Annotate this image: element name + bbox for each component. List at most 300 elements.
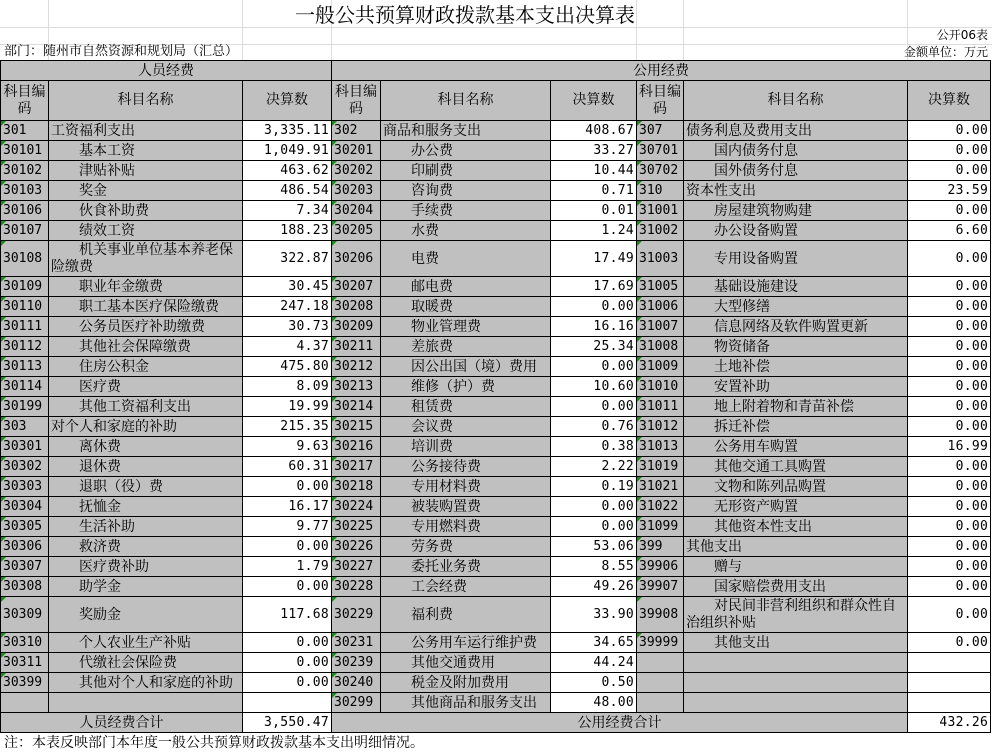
public-subject-name[interactable] xyxy=(684,673,908,693)
public-amount[interactable]: 0.00 xyxy=(908,201,991,221)
public-subject-name[interactable]: 信息网络及软件购置更新 xyxy=(684,317,908,337)
public-subject-name[interactable]: 基础设施建设 xyxy=(684,277,908,297)
personnel-subject-name[interactable]: 退职（役）费 xyxy=(49,477,243,497)
public-amount[interactable]: 0.00 xyxy=(551,357,637,377)
personnel-subject-code[interactable]: 30306 xyxy=(1,537,49,557)
public-subject-name[interactable]: 赠与 xyxy=(684,557,908,577)
unit-label: 金额单位：万元 xyxy=(903,45,988,59)
public-subject-name[interactable]: 国内债务付息 xyxy=(684,141,908,161)
public-subject-name[interactable]: 国家赔偿费用支出 xyxy=(684,577,908,597)
public-subject-name[interactable]: 其他交通费用 xyxy=(381,653,551,673)
public-subject-name[interactable]: 取暖费 xyxy=(381,297,551,317)
public-amount[interactable]: 0.19 xyxy=(551,477,637,497)
table-row xyxy=(1,141,991,161)
group-header-personnel: 人员经费 xyxy=(1,61,332,81)
public-amount[interactable]: 0.00 xyxy=(908,517,991,537)
public-amount[interactable]: 0.00 xyxy=(908,397,991,417)
personnel-subject-code[interactable]: 30303 xyxy=(1,477,49,497)
public-amount[interactable]: 0.76 xyxy=(551,417,637,437)
personnel-subject-code[interactable]: 30305 xyxy=(1,517,49,537)
public-subject-name[interactable]: 租赁费 xyxy=(381,397,551,417)
public-subject-name[interactable]: 电费 xyxy=(381,241,551,277)
personnel-subject-code[interactable]: 30308 xyxy=(1,577,49,597)
table-row xyxy=(1,517,991,537)
personnel-amount[interactable]: 247.18 xyxy=(243,297,332,317)
personnel-subject-code[interactable]: 30110 xyxy=(1,297,49,317)
public-subject-name[interactable]: 会议费 xyxy=(381,417,551,437)
public-subject-code[interactable]: 39908 xyxy=(637,597,684,633)
personnel-amount[interactable]: 60.31 xyxy=(243,457,332,477)
public-subject-code[interactable]: 31008 xyxy=(637,337,684,357)
public-subject-code[interactable]: 31011 xyxy=(637,397,684,417)
public-subject-name[interactable]: 其他商品和服务支出 xyxy=(381,693,551,713)
public-subject-code[interactable]: 30207 xyxy=(332,277,381,297)
public-subject-code[interactable]: 30228 xyxy=(332,577,381,597)
public-amount[interactable]: 0.00 xyxy=(551,297,637,317)
public-total-value: 432.26 xyxy=(908,713,991,733)
public-subject-name[interactable]: 房屋建筑物购建 xyxy=(684,201,908,221)
personnel-amount[interactable]: 0.00 xyxy=(243,653,332,673)
public-subject-name[interactable]: 公务用车购置 xyxy=(684,437,908,457)
public-amount[interactable]: 0.00 xyxy=(908,317,991,337)
public-subject-name[interactable]: 拆迁补偿 xyxy=(684,417,908,437)
public-amount[interactable] xyxy=(908,673,991,693)
col-header-code: 科目编码 xyxy=(637,81,684,121)
public-subject-code[interactable]: 30214 xyxy=(332,397,381,417)
public-subject-code[interactable]: 31012 xyxy=(637,417,684,437)
public-subject-name[interactable]: 咨询费 xyxy=(381,181,551,201)
personnel-subject-name[interactable]: 生活补助 xyxy=(49,517,243,537)
public-amount[interactable]: 16.99 xyxy=(908,437,991,457)
public-subject-name[interactable]: 维修（护）费 xyxy=(381,377,551,397)
public-subject-code[interactable]: 30218 xyxy=(332,477,381,497)
public-subject-name[interactable]: 专用燃料费 xyxy=(381,517,551,537)
personnel-subject-name[interactable]: 离休费 xyxy=(49,437,243,457)
table-id: 公开06表 xyxy=(936,28,988,42)
public-amount[interactable]: 0.00 xyxy=(908,457,991,477)
personnel-amount[interactable]: 4.37 xyxy=(243,337,332,357)
personnel-amount[interactable]: 9.63 xyxy=(243,437,332,457)
personnel-subject-code[interactable]: 30109 xyxy=(1,277,49,297)
personnel-subject-name[interactable]: 退休费 xyxy=(49,457,243,477)
department-label: 部门：随州市自然资源和规划局（汇总） xyxy=(4,44,239,59)
public-subject-code[interactable]: 30239 xyxy=(332,653,381,673)
public-subject-code[interactable]: 31013 xyxy=(637,437,684,457)
col-header-amount: 决算数 xyxy=(243,81,332,121)
personnel-subject-code[interactable]: 30311 xyxy=(1,653,49,673)
public-amount[interactable]: 0.00 xyxy=(908,141,991,161)
public-subject-name[interactable]: 物业管理费 xyxy=(381,317,551,337)
personnel-subject-name[interactable]: 其他工资福利支出 xyxy=(49,397,243,417)
public-amount[interactable]: 53.06 xyxy=(551,537,637,557)
public-amount[interactable]: 0.00 xyxy=(551,517,637,537)
public-subject-code[interactable]: 30229 xyxy=(332,597,381,633)
table-row xyxy=(1,377,991,397)
public-amount[interactable]: 2.22 xyxy=(551,457,637,477)
personnel-subject-code[interactable]: 30106 xyxy=(1,201,49,221)
public-subject-code[interactable]: 30208 xyxy=(332,297,381,317)
public-amount[interactable]: 0.00 xyxy=(908,577,991,597)
public-subject-code[interactable]: 31005 xyxy=(637,277,684,297)
personnel-total-value: 3,550.47 xyxy=(243,713,332,733)
personnel-amount[interactable] xyxy=(243,693,332,713)
table-row xyxy=(1,437,991,457)
public-subject-name[interactable]: 资本性支出 xyxy=(684,181,908,201)
public-subject-code[interactable]: 30231 xyxy=(332,633,381,653)
personnel-subject-code[interactable]: 30113 xyxy=(1,357,49,377)
public-subject-name[interactable]: 安置补助 xyxy=(684,377,908,397)
public-amount[interactable]: 23.59 xyxy=(908,181,991,201)
public-subject-name[interactable]: 差旅费 xyxy=(381,337,551,357)
public-amount[interactable]: 10.44 xyxy=(551,161,637,181)
public-subject-code[interactable]: 31002 xyxy=(637,221,684,241)
personnel-subject-name[interactable]: 公务员医疗补助缴费 xyxy=(49,317,243,337)
personnel-subject-name[interactable]: 津贴补贴 xyxy=(49,161,243,181)
group-header-public: 公用经费 xyxy=(332,61,991,81)
public-subject-code[interactable] xyxy=(637,653,684,673)
public-subject-name[interactable]: 其他支出 xyxy=(684,537,908,557)
public-subject-name[interactable]: 水费 xyxy=(381,221,551,241)
col-header-amount: 决算数 xyxy=(551,81,637,121)
public-subject-code[interactable]: 30299 xyxy=(332,693,381,713)
personnel-amount[interactable]: 475.80 xyxy=(243,357,332,377)
public-subject-name[interactable]: 土地补偿 xyxy=(684,357,908,377)
public-subject-code[interactable] xyxy=(637,693,684,713)
personnel-subject-name[interactable]: 奖金 xyxy=(49,181,243,201)
public-amount[interactable]: 0.38 xyxy=(551,437,637,457)
public-amount[interactable] xyxy=(908,693,991,713)
public-subject-code[interactable]: 399 xyxy=(637,537,684,557)
public-amount[interactable]: 33.27 xyxy=(551,141,637,161)
table-row xyxy=(1,181,991,201)
public-subject-name[interactable]: 商品和服务支出 xyxy=(381,121,551,141)
public-amount[interactable]: 49.26 xyxy=(551,577,637,597)
personnel-amount[interactable]: 3,335.11 xyxy=(243,121,332,141)
table-row xyxy=(1,597,991,633)
public-subject-code[interactable]: 39907 xyxy=(637,577,684,597)
public-amount[interactable]: 16.16 xyxy=(551,317,637,337)
personnel-subject-code[interactable]: 303 xyxy=(1,417,49,437)
personnel-amount[interactable]: 0.00 xyxy=(243,673,332,693)
personnel-subject-code[interactable]: 30199 xyxy=(1,397,49,417)
public-subject-code[interactable]: 310 xyxy=(637,181,684,201)
public-subject-name[interactable]: 税金及附加费用 xyxy=(381,673,551,693)
personnel-subject-code[interactable]: 30103 xyxy=(1,181,49,201)
personnel-subject-name[interactable]: 职工基本医疗保险缴费 xyxy=(49,297,243,317)
personnel-subject-code[interactable] xyxy=(1,693,49,713)
table-row xyxy=(1,417,991,437)
personnel-subject-code[interactable]: 30108 xyxy=(1,241,49,277)
public-amount[interactable]: 0.00 xyxy=(908,357,991,377)
public-subject-code[interactable]: 31006 xyxy=(637,297,684,317)
public-amount[interactable]: 17.69 xyxy=(551,277,637,297)
public-subject-code[interactable] xyxy=(637,673,684,693)
public-amount[interactable]: 10.60 xyxy=(551,377,637,397)
public-subject-code[interactable]: 31007 xyxy=(637,317,684,337)
public-subject-name[interactable]: 无形资产购置 xyxy=(684,497,908,517)
public-amount[interactable]: 0.71 xyxy=(551,181,637,201)
personnel-amount[interactable]: 1,049.91 xyxy=(243,141,332,161)
personnel-subject-name[interactable] xyxy=(49,693,243,713)
personnel-amount[interactable]: 30.73 xyxy=(243,317,332,337)
public-subject-name[interactable]: 办公设备购置 xyxy=(684,221,908,241)
public-amount[interactable]: 0.00 xyxy=(551,497,637,517)
public-amount[interactable]: 0.50 xyxy=(551,673,637,693)
table-row xyxy=(1,557,991,577)
public-amount[interactable]: 0.00 xyxy=(908,337,991,357)
col-header-code: 科目编码 xyxy=(1,81,49,121)
personnel-amount[interactable]: 1.79 xyxy=(243,557,332,577)
public-subject-name[interactable]: 公务用车运行维护费 xyxy=(381,633,551,653)
public-subject-code[interactable]: 30227 xyxy=(332,557,381,577)
public-subject-name[interactable]: 物资储备 xyxy=(684,337,908,357)
table-row xyxy=(1,161,991,181)
table-row xyxy=(1,317,991,337)
public-subject-code[interactable]: 307 xyxy=(637,121,684,141)
personnel-subject-code[interactable]: 30112 xyxy=(1,337,49,357)
personnel-subject-name[interactable]: 救济费 xyxy=(49,537,243,557)
personnel-subject-name[interactable]: 机关事业单位基本养老保险缴费 xyxy=(49,241,243,277)
public-subject-name[interactable]: 印刷费 xyxy=(381,161,551,181)
public-subject-code[interactable]: 31022 xyxy=(637,497,684,517)
public-subject-code[interactable]: 39999 xyxy=(637,633,684,653)
public-subject-code[interactable]: 30213 xyxy=(332,377,381,397)
public-amount[interactable]: 0.00 xyxy=(908,633,991,653)
table-row xyxy=(1,357,991,377)
public-subject-name[interactable]: 公务接待费 xyxy=(381,457,551,477)
public-subject-name[interactable]: 被装购置费 xyxy=(381,497,551,517)
personnel-subject-code[interactable]: 30111 xyxy=(1,317,49,337)
table-row xyxy=(1,477,991,497)
public-amount[interactable]: 0.00 xyxy=(908,537,991,557)
public-subject-name[interactable]: 大型修缮 xyxy=(684,297,908,317)
personnel-subject-code[interactable]: 30399 xyxy=(1,673,49,693)
public-subject-code[interactable]: 31003 xyxy=(637,241,684,277)
public-subject-code[interactable]: 31021 xyxy=(637,477,684,497)
personnel-amount[interactable]: 0.00 xyxy=(243,477,332,497)
personnel-subject-name[interactable]: 个人农业生产补贴 xyxy=(49,633,243,653)
personnel-subject-code[interactable]: 30302 xyxy=(1,457,49,477)
personnel-subject-name[interactable]: 伙食补助费 xyxy=(49,201,243,221)
public-subject-name[interactable]: 培训费 xyxy=(381,437,551,457)
public-subject-name[interactable]: 其他资本性支出 xyxy=(684,517,908,537)
personnel-subject-name[interactable]: 奖励金 xyxy=(49,597,243,633)
personnel-subject-name[interactable]: 抚恤金 xyxy=(49,497,243,517)
public-amount[interactable]: 0.00 xyxy=(908,161,991,181)
personnel-amount[interactable]: 117.68 xyxy=(243,597,332,633)
public-subject-code[interactable]: 30206 xyxy=(332,241,381,277)
public-amount[interactable]: 0.00 xyxy=(908,121,991,141)
table-row xyxy=(1,337,991,357)
public-subject-code[interactable]: 30216 xyxy=(332,437,381,457)
public-amount[interactable]: 8.55 xyxy=(551,557,637,577)
table-row xyxy=(1,633,991,653)
personnel-subject-name[interactable]: 对个人和家庭的补助 xyxy=(49,417,243,437)
personnel-subject-code[interactable]: 301 xyxy=(1,121,49,141)
table-row xyxy=(1,241,991,277)
public-subject-code[interactable]: 30224 xyxy=(332,497,381,517)
personnel-subject-code[interactable]: 30101 xyxy=(1,141,49,161)
public-amount[interactable]: 25.34 xyxy=(551,337,637,357)
public-subject-name[interactable]: 办公费 xyxy=(381,141,551,161)
personnel-subject-code[interactable]: 30102 xyxy=(1,161,49,181)
personnel-subject-name[interactable]: 工资福利支出 xyxy=(49,121,243,141)
table-row xyxy=(1,277,991,297)
public-amount[interactable]: 0.00 xyxy=(908,377,991,397)
personnel-amount[interactable]: 16.17 xyxy=(243,497,332,517)
public-amount[interactable]: 0.00 xyxy=(908,557,991,577)
public-amount[interactable]: 0.00 xyxy=(908,297,991,317)
public-subject-code[interactable]: 30211 xyxy=(332,337,381,357)
personnel-amount[interactable]: 188.23 xyxy=(243,221,332,241)
public-subject-name[interactable]: 国外债务付息 xyxy=(684,161,908,181)
public-subject-code[interactable]: 30205 xyxy=(332,221,381,241)
personnel-subject-name[interactable]: 其他对个人和家庭的补助 xyxy=(49,673,243,693)
personnel-subject-name[interactable]: 助学金 xyxy=(49,577,243,597)
public-subject-name[interactable]: 工会经费 xyxy=(381,577,551,597)
public-subject-code[interactable]: 31099 xyxy=(637,517,684,537)
public-subject-name[interactable]: 手续费 xyxy=(381,201,551,221)
public-subject-name[interactable] xyxy=(684,693,908,713)
public-subject-code[interactable]: 30701 xyxy=(637,141,684,161)
personnel-subject-name[interactable]: 绩效工资 xyxy=(49,221,243,241)
personnel-subject-code[interactable]: 30307 xyxy=(1,557,49,577)
personnel-subject-code[interactable]: 30310 xyxy=(1,633,49,653)
col-header-name: 科目名称 xyxy=(381,81,551,121)
personnel-amount[interactable]: 486.54 xyxy=(243,181,332,201)
public-subject-code[interactable]: 30202 xyxy=(332,161,381,181)
public-subject-name[interactable] xyxy=(684,653,908,673)
col-header-name: 科目名称 xyxy=(49,81,243,121)
public-amount[interactable]: 34.65 xyxy=(551,633,637,653)
public-subject-code[interactable]: 31009 xyxy=(637,357,684,377)
public-amount[interactable]: 0.00 xyxy=(551,397,637,417)
table-row xyxy=(1,457,991,477)
table-row xyxy=(1,653,991,673)
personnel-subject-code[interactable]: 30304 xyxy=(1,497,49,517)
personnel-amount[interactable]: 7.34 xyxy=(243,201,332,221)
public-subject-name[interactable]: 专用材料费 xyxy=(381,477,551,497)
personnel-subject-code[interactable]: 30309 xyxy=(1,597,49,633)
public-subject-code[interactable]: 30240 xyxy=(332,673,381,693)
personnel-subject-name[interactable]: 医疗费补助 xyxy=(49,557,243,577)
public-subject-name[interactable]: 福利费 xyxy=(381,597,551,633)
personnel-subject-name[interactable]: 基本工资 xyxy=(49,141,243,161)
table-row xyxy=(1,577,991,597)
public-amount[interactable]: 0.00 xyxy=(908,597,991,633)
public-subject-code[interactable]: 30212 xyxy=(332,357,381,377)
public-amount[interactable]: 17.49 xyxy=(551,241,637,277)
personnel-amount[interactable]: 322.87 xyxy=(243,241,332,277)
col-header-amount: 决算数 xyxy=(908,81,991,121)
public-subject-code[interactable]: 31019 xyxy=(637,457,684,477)
personnel-amount[interactable]: 0.00 xyxy=(243,537,332,557)
table-row xyxy=(1,201,991,221)
public-subject-code[interactable]: 31001 xyxy=(637,201,684,221)
public-amount[interactable]: 1.24 xyxy=(551,221,637,241)
public-subject-code[interactable]: 30201 xyxy=(332,141,381,161)
public-amount[interactable]: 408.67 xyxy=(551,121,637,141)
public-amount[interactable] xyxy=(908,653,991,673)
personnel-amount[interactable]: 19.99 xyxy=(243,397,332,417)
table-row xyxy=(1,297,991,317)
public-subject-name[interactable]: 债务利息及费用支出 xyxy=(684,121,908,141)
public-subject-name[interactable]: 委托业务费 xyxy=(381,557,551,577)
public-amount[interactable]: 33.90 xyxy=(551,597,637,633)
public-subject-name[interactable]: 专用设备购置 xyxy=(684,241,908,277)
public-subject-code[interactable]: 39906 xyxy=(637,557,684,577)
personnel-amount[interactable]: 9.77 xyxy=(243,517,332,537)
personnel-amount[interactable]: 0.00 xyxy=(243,577,332,597)
personnel-subject-name[interactable]: 医疗费 xyxy=(49,377,243,397)
public-subject-code[interactable]: 302 xyxy=(332,121,381,141)
public-subject-name[interactable]: 其他支出 xyxy=(684,633,908,653)
col-header-code: 科目编码 xyxy=(332,81,381,121)
public-subject-name[interactable]: 因公出国（境）费用 xyxy=(381,357,551,377)
public-amount[interactable]: 0.00 xyxy=(908,241,991,277)
table-row xyxy=(1,397,991,417)
public-subject-name[interactable]: 地上附着物和青苗补偿 xyxy=(684,397,908,417)
table-row xyxy=(1,693,991,713)
table-row xyxy=(1,673,991,693)
public-subject-name[interactable]: 邮电费 xyxy=(381,277,551,297)
public-subject-code[interactable]: 30217 xyxy=(332,457,381,477)
public-subject-code[interactable]: 30225 xyxy=(332,517,381,537)
table-row xyxy=(1,121,991,141)
personnel-amount[interactable]: 463.62 xyxy=(243,161,332,181)
public-subject-code[interactable]: 31010 xyxy=(637,377,684,397)
table-row xyxy=(1,221,991,241)
personnel-amount[interactable]: 8.09 xyxy=(243,377,332,397)
public-amount[interactable]: 0.00 xyxy=(908,417,991,437)
public-amount[interactable]: 0.00 xyxy=(908,277,991,297)
table-row xyxy=(1,537,991,557)
public-subject-name[interactable]: 文物和陈列品购置 xyxy=(684,477,908,497)
public-subject-code[interactable]: 30702 xyxy=(637,161,684,181)
page-title: 一般公共预算财政拨款基本支出决算表 xyxy=(295,3,635,27)
public-subject-name[interactable]: 劳务费 xyxy=(381,537,551,557)
personnel-subject-name[interactable]: 代缴社会保险费 xyxy=(49,653,243,673)
public-amount[interactable]: 6.60 xyxy=(908,221,991,241)
public-subject-name[interactable]: 对民间非营利组织和群众性自治组织补贴 xyxy=(684,597,908,633)
personnel-total-label: 人员经费合计 xyxy=(1,713,243,733)
public-amount[interactable]: 0.01 xyxy=(551,201,637,221)
personnel-subject-name[interactable]: 住房公积金 xyxy=(49,357,243,377)
expenditure-table xyxy=(0,60,991,733)
public-subject-code[interactable]: 30209 xyxy=(332,317,381,337)
public-subject-code[interactable]: 30215 xyxy=(332,417,381,437)
personnel-subject-code[interactable]: 30114 xyxy=(1,377,49,397)
public-total-label: 公用经费合计 xyxy=(332,713,908,733)
public-amount[interactable]: 0.00 xyxy=(908,497,991,517)
personnel-subject-name[interactable]: 职业年金缴费 xyxy=(49,277,243,297)
personnel-subject-code[interactable]: 30107 xyxy=(1,221,49,241)
public-amount[interactable]: 0.00 xyxy=(908,477,991,497)
footnote: 注：本表反映部门本年度一般公共预算财政拨款基本支出明细情况。 xyxy=(4,735,424,751)
public-amount[interactable]: 44.24 xyxy=(551,653,637,673)
public-subject-code[interactable]: 30204 xyxy=(332,201,381,221)
personnel-amount[interactable]: 215.35 xyxy=(243,417,332,437)
personnel-subject-code[interactable]: 30301 xyxy=(1,437,49,457)
personnel-amount[interactable]: 0.00 xyxy=(243,633,332,653)
public-subject-code[interactable]: 30203 xyxy=(332,181,381,201)
public-amount[interactable]: 48.00 xyxy=(551,693,637,713)
public-subject-code[interactable]: 30226 xyxy=(332,537,381,557)
table-row xyxy=(1,497,991,517)
personnel-amount[interactable]: 30.45 xyxy=(243,277,332,297)
public-subject-name[interactable]: 其他交通工具购置 xyxy=(684,457,908,477)
personnel-subject-name[interactable]: 其他社会保障缴费 xyxy=(49,337,243,357)
